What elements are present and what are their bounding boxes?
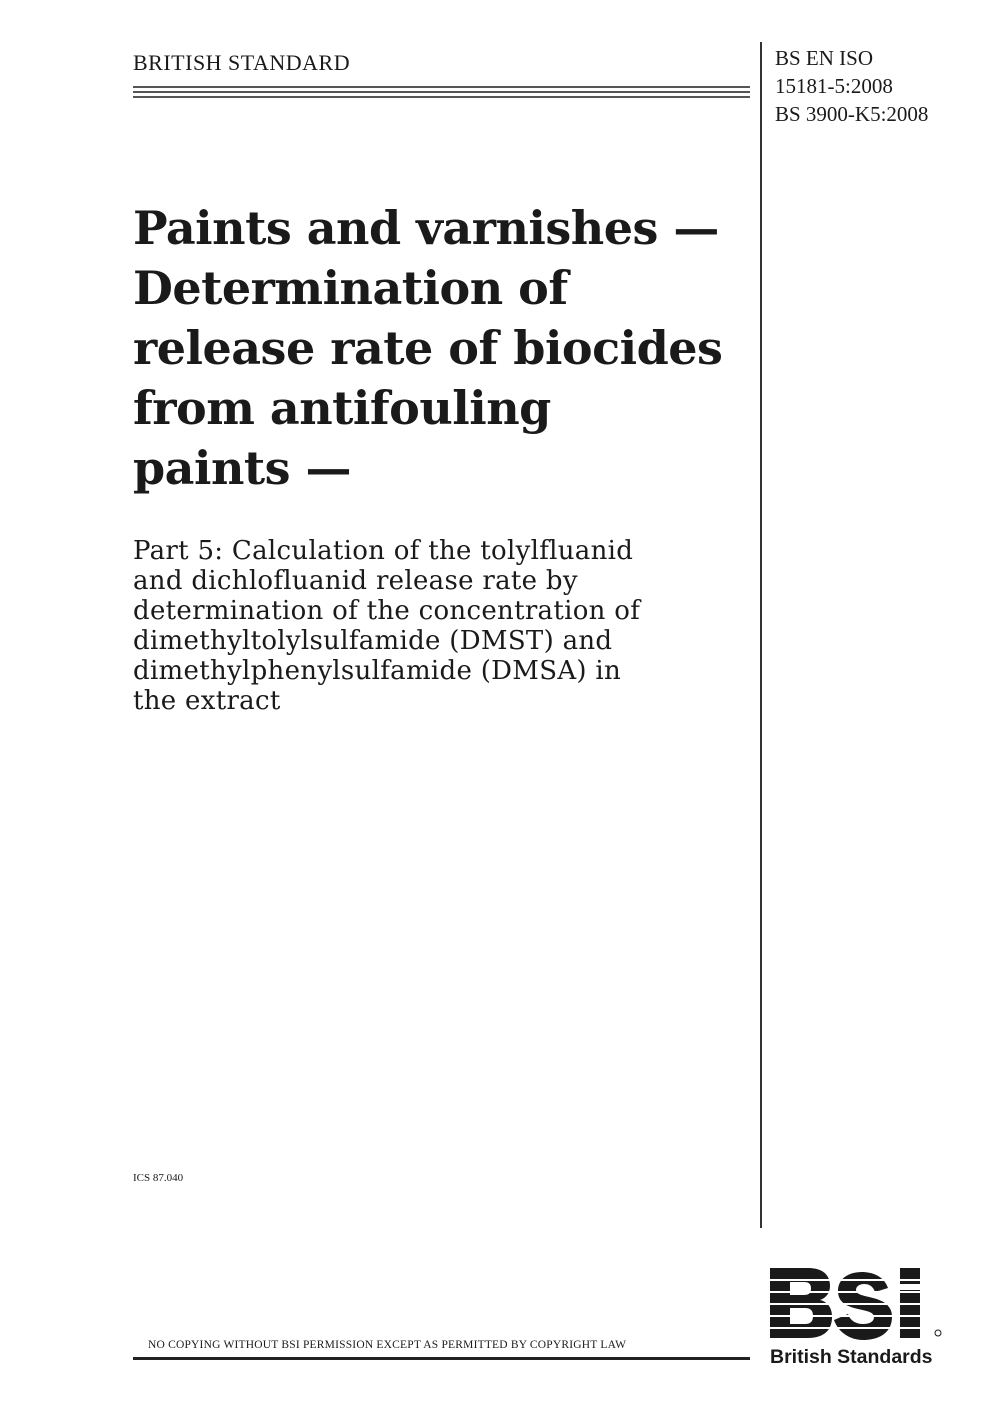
doc-id-line: BS 3900-K5:2008 (775, 102, 929, 126)
subtitle-line: and dichlofluanid release rate by (133, 566, 578, 596)
header-rule (133, 96, 750, 98)
document-type-label: BRITISH STANDARD (133, 50, 351, 75)
logo-caption: British Standards (770, 1346, 933, 1368)
title-line: paints — (133, 441, 352, 495)
title-line: from antifouling (133, 381, 551, 435)
ics-code: ICS 87.040 (133, 1172, 184, 1184)
doc-id-line: 15181-5:2008 (775, 74, 893, 98)
document-identifiers (775, 44, 928, 128)
header-rule (133, 91, 750, 93)
title-line: Paints and varnishes — (133, 201, 719, 255)
bsi-logo (768, 1262, 946, 1372)
footer-rule (133, 1357, 750, 1360)
subtitle-line: the extract (133, 686, 281, 716)
doc-id-line: BS EN ISO (775, 46, 874, 70)
subtitle-line: dimethylphenylsulfamide (DMSA) in (133, 656, 622, 686)
vertical-divider (760, 42, 762, 1228)
header-rules (133, 86, 750, 101)
main-title (133, 198, 748, 498)
subtitle-line: determination of the concentration of (133, 596, 641, 626)
title-line: Determination of (133, 261, 568, 315)
part-subtitle (133, 536, 748, 716)
subtitle-line: dimethyltolylsulfamide (DMST) and (133, 626, 613, 656)
subtitle-line: Part 5: Calculation of the tolylfluanid (133, 536, 634, 566)
header-rule (133, 86, 750, 88)
title-line: release rate of biocides (133, 321, 723, 375)
copyright-notice: NO COPYING WITHOUT BSI PERMISSION EXCEPT AS PERMITTED BY COPYRIGHT LAW (148, 1339, 627, 1351)
